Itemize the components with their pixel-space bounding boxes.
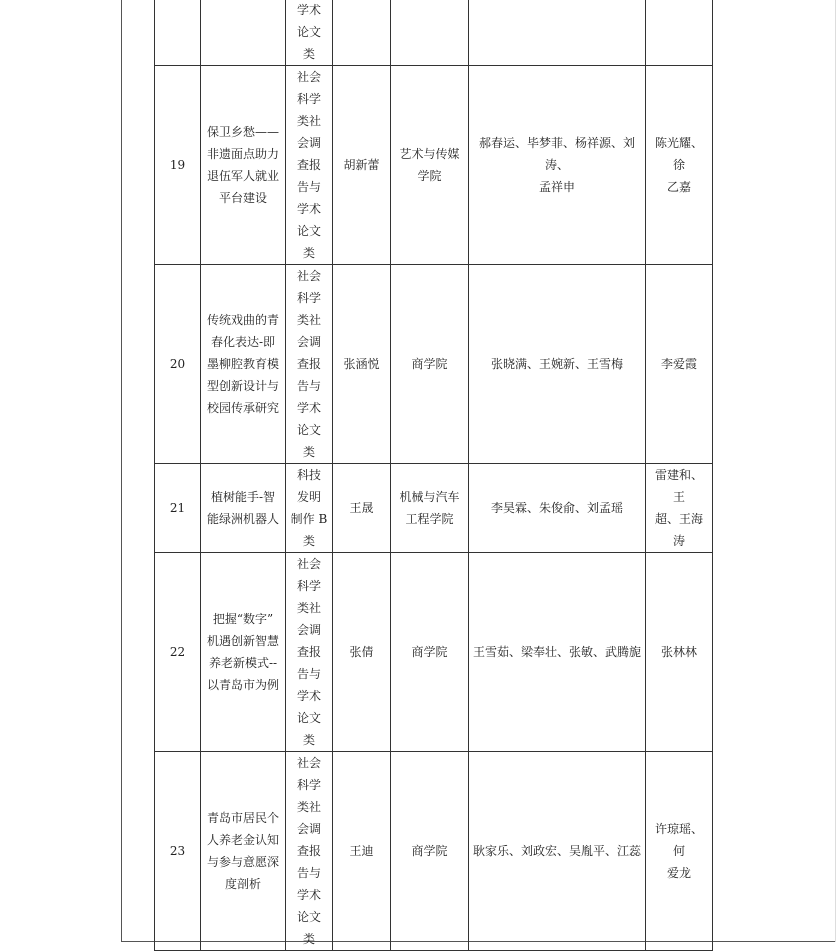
- table-row: [155, 464, 713, 553]
- project-leader: 张涵悦: [333, 265, 391, 464]
- college: 商学院: [391, 265, 469, 464]
- project-leader: [333, 0, 391, 66]
- college: 商学院: [391, 752, 469, 951]
- team-members: 耿家乐、刘政宏、吴胤平、江蕊: [469, 752, 646, 951]
- college: 商学院: [391, 553, 469, 752]
- row-number: 19: [155, 66, 201, 265]
- row-number: [155, 0, 201, 66]
- advisor: [646, 0, 713, 66]
- advisor: 雷建和、王 超、王海涛: [646, 464, 713, 553]
- project-title: [201, 0, 286, 66]
- row-number: 20: [155, 265, 201, 464]
- college: [391, 0, 469, 66]
- page-left-border: [121, 0, 122, 942]
- table-row: [155, 752, 713, 951]
- team-members: [469, 0, 646, 66]
- project-category: 科技 发明 制作 B 类: [286, 464, 333, 553]
- project-title: 植树能手-智 能绿洲机器人: [201, 464, 286, 553]
- project-title: 传统戏曲的青 春化表达-即 墨柳腔教育模 型创新设计与 校园传承研究: [201, 265, 286, 464]
- advisor: 张林林: [646, 553, 713, 752]
- project-leader: 王迪: [333, 752, 391, 951]
- row-number: 22: [155, 553, 201, 752]
- project-title: 青岛市居民个 人养老金认知 与参与意愿深 度剖析: [201, 752, 286, 951]
- project-category: 社会 科学 类社 会调 查报 告与 学术 论文 类: [286, 553, 333, 752]
- project-leader: 王晟: [333, 464, 391, 553]
- row-number: 21: [155, 464, 201, 553]
- team-members: 张晓满、王婉新、王雪梅: [469, 265, 646, 464]
- row-number: 23: [155, 752, 201, 951]
- team-members: 李昊霖、朱俊俞、刘孟瑶: [469, 464, 646, 553]
- table-row: [155, 553, 713, 752]
- project-category: 学术 论文 类: [286, 0, 333, 66]
- project-title: 保卫乡愁—— 非遗面点助力 退伍军人就业 平台建设: [201, 66, 286, 265]
- page-right-border: [835, 0, 836, 942]
- table-row: [155, 66, 713, 265]
- project-category: 社会 科学 类社 会调 查报 告与 学术 论文 类: [286, 66, 333, 265]
- college: 艺术与传媒 学院: [391, 66, 469, 265]
- project-category: 社会 科学 类社 会调 查报 告与 学术 论文 类: [286, 752, 333, 951]
- college: 机械与汽车 工程学院: [391, 464, 469, 553]
- project-category: 社会 科学 类社 会调 查报 告与 学术 论文 类: [286, 265, 333, 464]
- advisor: 李爱霞: [646, 265, 713, 464]
- advisor: 陈光耀、徐 乙嘉: [646, 66, 713, 265]
- team-members: 郝春运、毕梦菲、杨祥源、刘涛、 孟祥申: [469, 66, 646, 265]
- team-members: 王雪茹、梁奉壮、张敏、武腾旎: [469, 553, 646, 752]
- project-title: 把握“数字” 机遇创新智慧 养老新模式-- 以青岛市为例: [201, 553, 286, 752]
- award-table: [154, 0, 713, 951]
- table-row: [155, 265, 713, 464]
- table-row: [155, 0, 713, 66]
- project-leader: 胡新蕾: [333, 66, 391, 265]
- project-leader: 张倩: [333, 553, 391, 752]
- advisor: 许琼瑶、何 爱龙: [646, 752, 713, 951]
